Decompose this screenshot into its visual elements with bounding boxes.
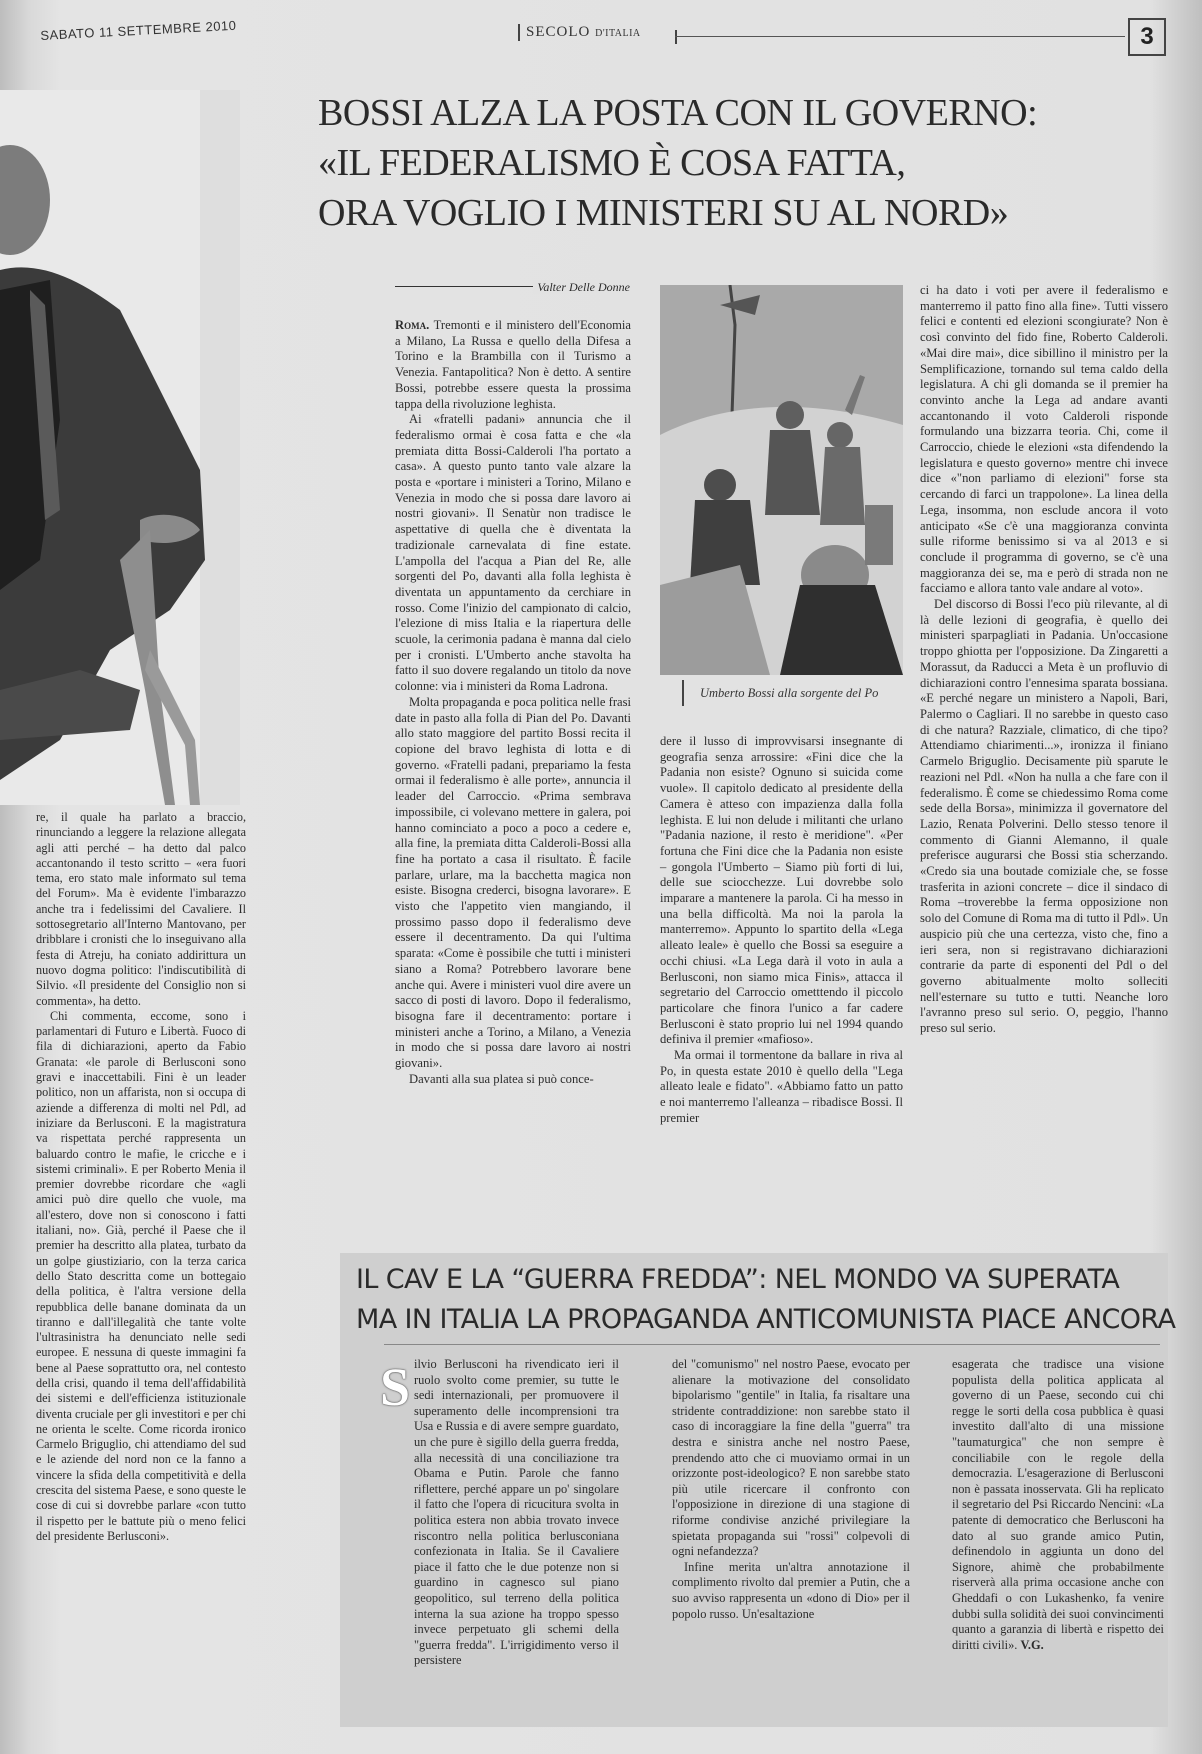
masthead-title: SECOLO bbox=[526, 24, 591, 40]
paragraph bbox=[952, 1357, 1164, 1653]
masthead-subtitle: D'ITALIA bbox=[595, 28, 641, 39]
paragraph: ci ha dato i voti per avere il federalismo e manterremo il patto fino alla fine». Tutti vissero felici e contenti ed elezioni scongiurate? Non è così convinto del fido fine, Roberto Calderoli. «Mai dire mai», dice sibillino il ministro per la Semplificazione, tornando sul tema caldo della legislatura. A chi gli domanda se il premier ha convinto anche la Lega ad andare avanti accantonando il voto Calderoli risponde formulando una bizzarra teoria. Chi, come il Carroccio, chiede le elezioni «sta difendendo la legislatura e questo governo» mentre chi invece dice «"non parliamo di elezioni" forse sta cercando di farci un trappolone». La linea della Lega, insomma, non esclude ancora il voto anticipato «Se c'è una maggioranza convinta sulle riforme benissimo si va al 2013 e si conclude il programma di governo, se c'è una maggioranza dei se, ma e però di strada non ne facciamo e allora tanto vale andare al voto». bbox=[920, 283, 1168, 596]
signoff: V.G. bbox=[1020, 1637, 1044, 1652]
issue-date: SABATO 11 SETTEMBRE 2010 bbox=[40, 17, 237, 43]
dateline: Roma. bbox=[395, 318, 430, 332]
paragraph: del "comunismo" nel nostro Paese, evocato per alienare la motivazione del consolidato bipolarismo "gentile" in Italia, fa risaltare una stridente contraddizione: non sarebbe stato il caso di incoraggiare la fine della "guerra" tra destra e sinistra anche nel nostro Paese, prendendo atto che ci muoviamo ormai in un orizzonte post-ideologico? E non sarebbe stato più utile ricercare il confronto con l'opposizione in direzione di una stagione di riforme condivise anziché privilegiare la spietata propaganda sui "rossi" colpevoli di ogni nefandezza? bbox=[672, 1357, 910, 1559]
article-continuation-column bbox=[36, 810, 246, 1544]
paragraph-text: Tremonti e il ministero dell'Economia a Milano, La Russa e quello della Difesa a Torino e la Brambilla con il Turismo a Venezia. Fantapolitica? Non è detto. A sentire Bossi, potrebbe essere questa la prossima tappa della rivoluzione leghista. bbox=[395, 318, 632, 411]
article-headline bbox=[318, 88, 1158, 238]
photo-bossi-crowd-graphic bbox=[660, 285, 903, 675]
masthead bbox=[518, 24, 641, 41]
sidebar-column-1 bbox=[414, 1357, 619, 1669]
paragraph: dere il lusso di improvvisarsi insegnante di geografia senza arrossire: «Fini dice che la Padania non esiste? Ognuno si suicida come vuole». Il capitolo dedicato al presidente della Camera è atteso con impazienza dalla folla leghista. E lui non delude i militanti che urlano "Padania nazione, il resto è meridione". «Per fortuna che Fini dice che la Padania non esiste – gongola l'Umberto – Siamo più forti di lui, delle sue sciocchezze. Lui dovrebbe solo imparare a mantenere la parola. Ci ha messo in una bella difficoltà. Ma noi la parola la manterremo». Appunto lo spartito della «Lega alleato leale» è quello che Bossi sa eseguire a occhi chiusi. «La Lega darà il voto in aula a Berlusconi, non siamo mica Finis», attacca il segretario del Carroccio ometttendo il piccolo particolare che finora l'unico a far cadere Berlusconi è stato proprio lui nel 1994 quando definiva il premier «mafioso». bbox=[660, 734, 903, 1047]
paragraph: Ma ormai il tormentone da ballare in riva al Po, in questa estate 2010 è quello della "Lega alleato leale e fidato". «Abbiamo fatto un patto e noi manterremo l'alleanza – ribadisce Bossi. Il premier bbox=[660, 1048, 903, 1125]
photo-seated-man-graphic bbox=[0, 90, 240, 805]
paragraph: Molta propaganda e poca politica nelle frasi date in pasto alla folla di Pian del Po. Davanti allo stato maggiore del partito Bossi recita il copione del bravo leghista di lotta e di governo. «Fratelli padani, prepariamo la festa ormai il federalismo è alle porte», annuncia il leader del Carroccio. «Prima sembrava impossibile, ci volevano mettere in galera, poi hanno cominciato a poco a poco a cedere e, alla fine, la premiata ditta Calderoli-Bossi alla fine ha portato a casa il risultato. È facile parlare, urlare, ma la bacchetta magica non esiste. Bisogna crederci, bisogna lavorare». E visto che l'appetito vien mangiando, il prossimo passo dopo il federalismo deve essere il decentramento. Da qui l'ultima sparata: «Come è possibile che tutti i ministeri siano a Roma? Potrebbero lavorare bene anche qui. Avere i ministeri vuol dire avere un sacco di posti di lavoro. Dopo il federalismo, bisogna fare il decentramento: portare i ministeri anche a Torino, a Milano, a Venezia in modo che si possa dare lavoro ai nostri giovani». bbox=[395, 694, 631, 1071]
sidebar-dropcap: S bbox=[380, 1357, 411, 1417]
article-column-3 bbox=[920, 283, 1168, 1037]
paragraph: Chi commenta, eccome, sono i parlamentari di Futuro e Libertà. Fuoco di fila di dichiarazioni, aperto da Fabio Granata: «le parole di Berlusconi sono gravi e inaccettabili. Fini è un leader politico, non un affarista, non si occupa di aziende a differenza di molti nel Pdl, ad iniziare da Berlusconi. E la magistratura va rispettata perché rappresenta un baluardo contro le mafie, le cricche e i sistemi criminali». E per Roberto Menia il premier dovrebbe ricordare che «agli amici può dire quello che vuole, ma all'estero, dove non si conoscono i fatti italiani, no». Già, perché il Paese che il premier ha descritto alla platea, turbato da un golpe giustiziario, con la terza carica dello Stato descritta come un bottegaio della politica, è l'altra versione della repubblica delle banane dominata da un tiranno e dall'illegalità che tante volte l'ultrasinistra ha denunciato nelle sedi europee. E nessuna di queste immagini fa bene al Paese soprattutto ora, nel contesto della crisi, quando il tema dell'affidabilità dei sistemi e dell'efficienza istituzionale diventa cruciale per gli investitori e per chi ne orienta le scelte. Come ricorda ironico Carmelo Briguglio, chi attendiamo del sud e le aziende del nord non ce la fanno a vincere la sfida della competitività e della crescita del sistema Paese, e sono queste le cose di cui si dovrebbe parlare «con tutto il rispetto per le battute più o meno felici del presidente Berlusconi». bbox=[36, 1008, 246, 1543]
photo-caption: Umberto Bossi alla sorgente del Po bbox=[700, 686, 879, 700]
headline-line: BOSSI ALZA LA POSTA CON IL GOVERNO: bbox=[318, 92, 1038, 134]
sidebar-title-line: MA IN ITALIA LA PROPAGANDA ANTICOMUNISTA PIACE ANCORA bbox=[356, 1304, 1176, 1335]
caption-bar bbox=[682, 680, 684, 706]
header-rule bbox=[675, 36, 1125, 37]
photo-seated-man bbox=[0, 90, 240, 805]
article-column-2 bbox=[660, 734, 903, 1127]
sidebar-divider bbox=[384, 1344, 1160, 1345]
paragraph: re, il quale ha parlato a braccio, rinunciando a leggere la relazione allegata agli atti perché – ha detto dal palco accantonando il testo scritto – «era fuori tema, ero stato male informato sul tema del Forum». Ma è evidente l'imbarazzo anche tra i fedelissimi del Cavaliere. Il sottosegretario all'Interno Mantovano, per dribblare i cronisti che lo inseguivano alla festa di Atreju, ha coniato addirittura un nuovo dogma politico: l'indiscutibilità di Silvio. «Il presidente del Consiglio non si commenta», ha detto. bbox=[36, 810, 246, 1008]
page-number: 3 bbox=[1128, 18, 1166, 56]
sidebar-column-3 bbox=[952, 1357, 1164, 1653]
byline bbox=[395, 280, 630, 304]
sidebar-column-2 bbox=[672, 1357, 910, 1622]
paragraph: Davanti alla sua platea si può conce- bbox=[409, 1071, 594, 1086]
sidebar-title-line: IL CAV E LA “GUERRA FREDDA”: NEL MONDO VA SUPERATA bbox=[356, 1264, 1120, 1295]
article-column-1 bbox=[395, 318, 631, 1087]
sidebar-title bbox=[356, 1260, 1176, 1340]
paragraph: Infine merita un'altra annotazione il complimento rivolto dal premier a Putin, che a suo avviso rappresenta un «dono di Dio» per il popolo russo. Un'esaltazione bbox=[672, 1559, 910, 1621]
paragraph: Ai «fratelli padani» annuncia che il federalismo ormai è cosa fatta e che «la premiata ditta Bossi-Calderoli l'ha portato a casa». A questo punto tanto vale alzare la posta e «portare i ministeri a Torino, Milano e Venezia in modo che si possa dare lavoro ai nostri giovani». Il Senatùr non tradisce le aspettative di quella che è diventata la tradizionale carnevalata di fine estate. L'ampolla del l'acqua a Pian del Re, alle sorgenti del Po, davanti alla folla leghista è diventata un appuntamento da cerchiare in rosso. Come l'inizio del campionato di calcio, l'elezione di miss Italia e la riapertura delle scuole, la cerimonia padana è manna dal cielo per i cronisti. L'Umberto anche stavolta ha fatto il suo dovere regalando un titolo da nove colonne: via i ministeri da Roma Ladrona. bbox=[395, 412, 631, 694]
paragraph-text: esagerata che tradisce una visione populista della politica applicata al governo di un Paese, secondo cui chi regge le sorti della cosa pubblica è quasi investito dall'alto di una missione "taumaturgica" che non sempre è conciliabile con le regole della democrazia. L'esagerazione di Berlusconi non è passata inosservata. Gli ha replicato il segretario del Psi Riccardo Nencini: «La patente di democratico che Berlusconi ha dato al suo grande amico Putin, definendolo in aggiunta un dono del Signore, ahimè che probabilmente riserverà alla prima occasione anche con Gheddafi o con Lukashenko, fa venire dubbi sulla solidità dei suoi convincimenti quanto a garanzia di libertà e rispetto dei diritti civili». bbox=[952, 1357, 1164, 1652]
byline-author: Valter Delle Donne bbox=[533, 280, 630, 294]
paragraph bbox=[395, 318, 631, 412]
photo-bossi-crowd bbox=[660, 285, 903, 675]
paragraph: Del discorso di Bossi l'eco più rilevante, al di là delle lezioni di geografia, è quello dei ministeri sparpagliati in Padania. Un'occasione troppo ghiotta per l'opposizione. Da Zingaretti a Morassut, da Raducci a Meta è un profluvio di dichiarazioni contro l'ennesima sparata bossiana. «E perché negare un ministero a Napoli, Bari, Palermo o Cagliari. Il no sarebbe in questo caso di che natura? Razziale, climatico, di che tipo? Attendiamo chiarimenti...», ironizza il finiano Carmelo Briguglio. Decisamente più sparute le reazioni nel Pdl. «Non ha nulla a che fare con il federalismo. È come se chiedessimo Roma come sede della Borsa», minimizza il governatore del Lazio, Renata Polverini. Dello stesso tenore il commento di Gianni Alemanno, il quale preferisce augurarsi che Bossi stia scherzando. «Credo sia una boutade comiziale che, se fosse trasferita in azioni concrete – dice il sindaco di Roma –troverebbe la ferma opposizione non solo del Comune di Roma ma di tutto il Pdl». Un auspicio più che una certezza, visto che, fino a ieri sera, non si registravano dichiarazioni contrarie da parte di esponenti del Pdl o del governo abitualmente molto solleciti nell'esternare su tutto e tutti. Neanche loro l'avranno preso sul serio. O, peggio, l'hanno preso sul serio. bbox=[920, 597, 1168, 1036]
headline-line: ORA VOGLIO I MINISTERI SU AL NORD» bbox=[318, 192, 1009, 234]
headline-line: «IL FEDERALISMO È COSA FATTA, bbox=[318, 142, 906, 184]
header-divider bbox=[675, 30, 677, 44]
paragraph: ilvio Berlusconi ha rivendicato ieri il ruolo svolto come premier, su tutte le sedi internazionali, per promuovere il superamento delle incomprensioni tra Usa e Russia e di avere sempre guardato, un che pure è sigillo della guerra fredda, alla necessità di una conciliazione tra Obama e Putin. Parole che fanno riflettere, perché appare un po' singolare il fatto che l'opera di ricucitura svolta in politica estera non abbia trovato invece riscontro nella politica berlusconiana confezionata in Italia. Se il Cavaliere piace il fatto che le due potenze non si guardino in cagnesco sul piano geopolitico, sul terreno della politica interna la sua azione ha troppo spesso invece perpetuato gli schemi della "guerra fredda". L'irrigidimento verso il persistere bbox=[414, 1357, 619, 1668]
